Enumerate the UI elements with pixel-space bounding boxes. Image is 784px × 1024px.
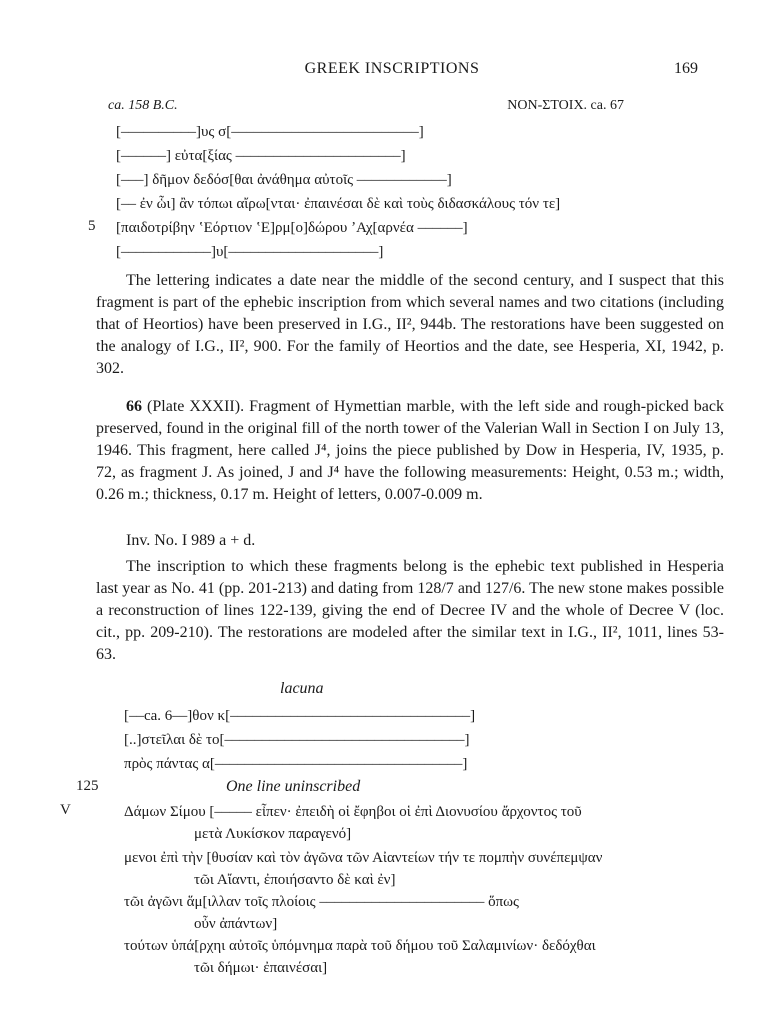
decree-line-2: μενοι ἐπὶ τὴν [θυσίαν καὶ τὸν ἀγῶνα τῶν Αἰαντείων τήν τε πομπὴν συνέπεμψαν	[124, 850, 603, 866]
decree-line-1-cont: μετὰ Λυκίσκον παραγενό]	[194, 826, 352, 842]
date-left: ca. 158 B.C.	[108, 98, 178, 113]
decree-line-4-cont: τῶι δήμωι· ἐπαινέσαι]	[194, 960, 328, 976]
decree-marker-v: V	[60, 802, 71, 818]
uninscribed-note: One line uninscribed	[226, 778, 361, 795]
decree-line-2-cont: τῶι Αἴαντι, ἐποιήσαντο δὲ καὶ ἐν]	[194, 872, 396, 888]
entry-number: 66	[126, 398, 142, 415]
line-number-5: 5	[88, 218, 96, 234]
decree-line-4: τούτων ὑπά[ρχηι αὐτοῖς ὑπόμνημα παρὰ τοῦ δήμου τοῦ Σαλαμινίων· δεδόχθαι	[124, 938, 596, 954]
inscription-line-1: [–———–––]υς σ[–––––––––––––––––––––––––]	[116, 124, 424, 140]
running-title: GREEK INSCRIPTIONS	[304, 60, 480, 77]
decree-line-3-cont: οὖν ἀπάντων]	[194, 916, 278, 932]
commentary-paragraph-2	[96, 556, 724, 666]
inscription-line-4: [–– ἐν ὧι] ἂν τόπωι αἴρω[νται· ἐπαινέσαι δὲ καὶ τοὺς διδασκάλους τόν τε]	[116, 196, 561, 212]
commentary-text-2: The inscription to which these fragments belong is the ephebic text published in Hesperia last year as No. 41 (pp. 201-213) and dating from 128/7 and 127/6. The new stone makes possible a reconstruction of lines 122-139, giving the end of Decree IV and the whole of Decree V (loc. cit., pp. 209-210). The restorations are modeled after the similar text in I.G., II², 1011, lines 53-63.	[96, 558, 724, 663]
inventory-number: Inv. No. I 989 a + d.	[126, 532, 256, 549]
commentary-text-1: The lettering indicates a date near the middle of the second century, and I suspect that this fragment is part of the ephebic inscription from which several names and two citations (including that of Heortios) have been preserved in I.G., II², 944b. The restorations have been suggested on the analogy of I.G., II², 900. For the family of Heortios and the date, see Hesperia, XI, 1942, p. 302.	[96, 272, 724, 377]
inscription2-line-2: [..]στεῖλαι δὲ το[––––––––––––––––––––––––––––––––]	[124, 732, 470, 748]
page-number: 169	[674, 60, 698, 77]
page-header	[0, 60, 784, 84]
inscription-line-6: [––––––––––––]υ[––––––––––––––––––––]	[116, 244, 384, 260]
inscription2-line-1: [––ca. 6––]θον κ[––––––––––––––––––––––––––––––––]	[124, 708, 476, 724]
entry-66-text: (Plate XXXII). Fragment of Hymettian marble, with the left side and rough-picked back preserved, found in the original fill of the north tower of the Valerian Wall in Section I on July 13, 1946. This fragment, here called J⁴, joins the piece published by Dow in Hesperia, IV, 1935, p. 72, as fragment J. As joined, J and J⁴ have the following measurements: Height, 0.53 m.; width, 0.26 m.; thickness, 0.17 m. Height of letters, 0.007-0.009 m.	[96, 398, 724, 503]
inscription-line-3: [–––] δῆμον δεδόσ[θαι ἀνάθημα αὐτοῖς ––––––––––––]	[116, 172, 452, 188]
date-right: NON-ΣΤΟΙΧ. ca. 67	[507, 98, 624, 113]
inventory-paragraph	[96, 530, 724, 552]
decree-line-1: Δάμων Σίμου [––––– εἶπεν· ἐπειδὴ οἱ ἔφηβοι οἱ ἐπὶ Διονυσίου ἄρχοντος τοῦ	[124, 804, 582, 820]
commentary-paragraph-1	[96, 270, 724, 380]
entry-66-description	[96, 396, 724, 506]
inscription-line-2: [––––––] εὐτα[ξίας ––––––––––––––––––––––]	[116, 148, 406, 164]
lacuna-label: lacuna	[280, 680, 324, 697]
line-number-125: 125	[76, 778, 99, 794]
inscription2-line-3: πρὸς πάντας α[–––––––––––––––––––––––––––––––––]	[124, 756, 468, 772]
inscription-line-5: [παιδοτρίβην ʽΕόρτιον ʽΕ]ρμ[ο]δώρου ʼΑχ[αρνέα ––––––]	[116, 220, 468, 236]
decree-line-3: τῶι ἀγῶνι ἅμ[ιλλαν τοῖς πλοίοις –––––––––––––––––––––– ὅπως	[124, 894, 519, 910]
